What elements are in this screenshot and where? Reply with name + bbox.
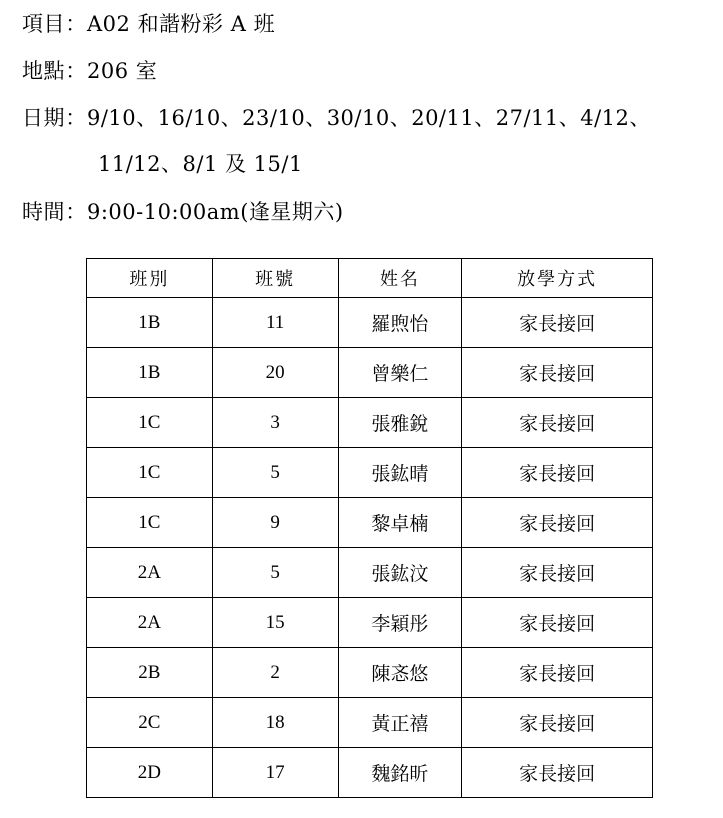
cell-dismissal: 家長接回	[462, 748, 653, 798]
cell-dismissal: 家長接回	[462, 698, 653, 748]
colon: ：	[65, 12, 87, 36]
table-row	[87, 398, 653, 448]
cell-dismissal: 家長接回	[462, 448, 653, 498]
cell-class: 1C	[87, 498, 213, 548]
cell-class-number: 18	[212, 698, 338, 748]
student-roster-table	[86, 258, 653, 798]
cell-name: 李穎彤	[338, 598, 462, 648]
cell-name: 魏銘昕	[338, 748, 462, 798]
table-row	[87, 348, 653, 398]
cell-class: 2B	[87, 648, 213, 698]
table-row	[87, 698, 653, 748]
project-line	[22, 12, 275, 36]
table-header-row	[87, 259, 653, 298]
time-label: 時間	[22, 200, 65, 224]
cell-dismissal: 家長接回	[462, 648, 653, 698]
header-dismissal-method: 放學方式	[462, 259, 653, 298]
table-row	[87, 298, 653, 348]
project-label: 項目	[22, 12, 65, 36]
cell-class: 1C	[87, 398, 213, 448]
cell-name: 張雅銳	[338, 398, 462, 448]
cell-class: 2C	[87, 698, 213, 748]
cell-name: 羅煦怡	[338, 298, 462, 348]
dates-value-line2: 11/12、8/1 及 15/1	[98, 152, 303, 176]
location-line	[22, 59, 157, 83]
dates-label: 日期	[22, 106, 65, 130]
table-row	[87, 548, 653, 598]
cell-name: 張鈜汶	[338, 548, 462, 598]
table-row	[87, 598, 653, 648]
cell-class-number: 17	[212, 748, 338, 798]
table-row	[87, 748, 653, 798]
table-row	[87, 448, 653, 498]
cell-dismissal: 家長接回	[462, 398, 653, 448]
cell-name: 陳忞悠	[338, 648, 462, 698]
cell-class: 1C	[87, 448, 213, 498]
colon: ：	[65, 59, 87, 83]
time-line	[22, 200, 344, 224]
cell-class-number: 3	[212, 398, 338, 448]
cell-class: 1B	[87, 298, 213, 348]
location-label: 地點	[22, 59, 65, 83]
cell-dismissal: 家長接回	[462, 498, 653, 548]
cell-dismissal: 家長接回	[462, 598, 653, 648]
cell-dismissal: 家長接回	[462, 348, 653, 398]
cell-class: 2D	[87, 748, 213, 798]
cell-name: 張鈜晴	[338, 448, 462, 498]
dates-line	[22, 106, 651, 130]
dates-value-line1: 9/10、16/10、23/10、30/10、20/11、27/11、4/12、	[87, 106, 651, 130]
cell-class: 2A	[87, 548, 213, 598]
table-row	[87, 648, 653, 698]
cell-class-number: 11	[212, 298, 338, 348]
cell-dismissal: 家長接回	[462, 548, 653, 598]
location-value: 206 室	[87, 59, 158, 83]
cell-name: 曾樂仁	[338, 348, 462, 398]
cell-class-number: 5	[212, 448, 338, 498]
header-class: 班別	[87, 259, 213, 298]
cell-class-number: 5	[212, 548, 338, 598]
colon: ：	[65, 106, 87, 130]
cell-class-number: 20	[212, 348, 338, 398]
cell-class-number: 9	[212, 498, 338, 548]
colon: ：	[65, 200, 87, 224]
header-name: 姓名	[338, 259, 462, 298]
cell-class-number: 2	[212, 648, 338, 698]
cell-dismissal: 家長接回	[462, 298, 653, 348]
cell-class: 2A	[87, 598, 213, 648]
cell-name: 黎卓楠	[338, 498, 462, 548]
dates-continuation-line	[98, 152, 303, 176]
table-row	[87, 498, 653, 548]
time-value: 9:00-10:00am(逢星期六)	[87, 200, 344, 224]
project-value: A02 和諧粉彩 A 班	[87, 12, 276, 36]
cell-class-number: 15	[212, 598, 338, 648]
header-class-number: 班號	[212, 259, 338, 298]
cell-name: 黃正禧	[338, 698, 462, 748]
cell-class: 1B	[87, 348, 213, 398]
